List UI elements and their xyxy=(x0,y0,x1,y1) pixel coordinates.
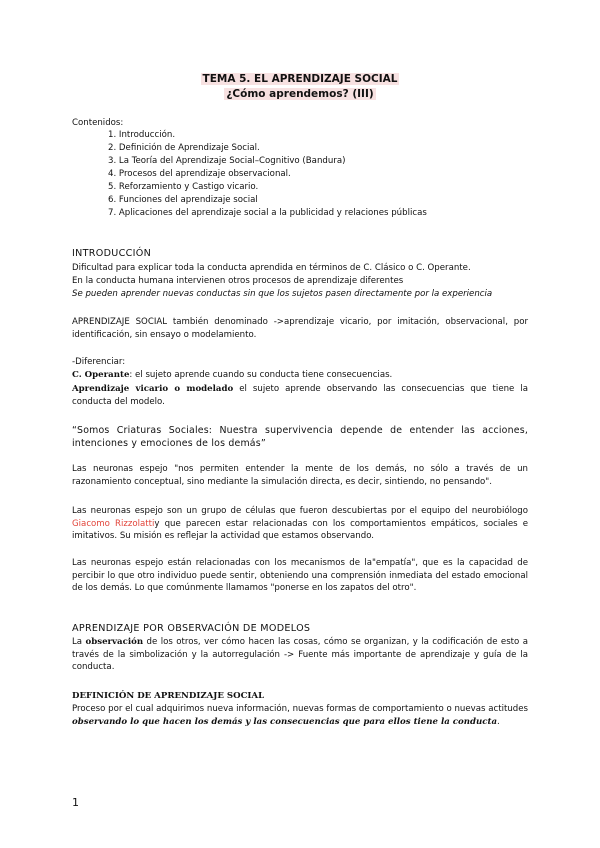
quote-paragraph: “Somos Criaturas Sociales: Nuestra supervivencia depende de entender las acciones, intenciones y emociones de los demás” xyxy=(72,425,528,449)
definition-paragraph: Proceso por el cual adquirimos nueva información, nuevas formas de comportamiento o nuevas actitudes observando lo que hacen los demás y las consecuencias que para ellos tiene la conducta. xyxy=(72,704,528,727)
mirror-paragraph-1: Las neuronas espejo "nos permiten entender la mente de los demás, no sólo a través de un razonamiento conceptual, sino mediante la simulación directa, es decir, sintiendo, no pensando". xyxy=(72,464,528,487)
intro-line-italic: Se pueden aprender nuevas conductas sin que los sujetos pasen directamente por la experiencia xyxy=(72,289,493,299)
social-learning-paragraph: APRENDIZAJE SOCIAL también denominado ->aprendizaje vicario, por imitación, observacional, por identificación, sin ensayo o modelamiento. xyxy=(72,317,528,340)
contents-item: 7. Aplicaciones del aprendizaje social a la publicidad y relaciones públicas xyxy=(108,208,427,218)
scientist-name: Giacomo Rizzolatti xyxy=(72,518,155,529)
contents-item: 3. La Teoría del Aprendizaje Social–Cognitivo (Bandura) xyxy=(108,156,346,166)
contents-item: 5. Reforzamiento y Castigo vicario. xyxy=(108,182,259,192)
contents-item: 1. Introducción. xyxy=(108,130,176,140)
operant-line: C. Operante: el sujeto aprende cuando su conducta tiene consecuencias. xyxy=(72,370,393,380)
mirror-paragraph-3: Las neuronas espejo están relacionadas con los mecanismos de la"empatía", que es la capacidad de percibir lo que otro individuo puede sentir, obteniendo una comprensión inmediata del estado emocional de los demás. Lo que comúnmente llamamos "ponerse en los zapatos del otro". xyxy=(72,558,528,594)
page-subtitle: ¿Cómo aprendemos? (III) xyxy=(226,88,374,100)
page-title: TEMA 5. EL APRENDIZAJE SOCIAL xyxy=(202,73,398,85)
intro-heading: INTRODUCCIÓN xyxy=(72,248,152,259)
page-number: 1 xyxy=(72,796,79,809)
contents-item: 2. Definición de Aprendizaje Social. xyxy=(108,143,260,153)
intro-line: En la conducta humana intervienen otros procesos de aprendizaje diferentes xyxy=(72,276,404,286)
mirror-paragraph-2: Las neuronas espejo son un grupo de células que fueron descubiertas por el equipo del neurobiólogo Giacomo Rizzolattiy que parecen estar relacionadas con los comportamientos empáticos, sociales e imitativos. Su misión es reflejar la actividad que estamos observando. xyxy=(72,506,529,542)
observation-paragraph: La observación de los otros, ver cómo hacen las cosas, cómo se organizan, y la codificación de esto a través de la simbolización y la autorregulación -> Fuente más importante de aprendizaje y guía de la conducta. xyxy=(72,637,528,673)
diff-label: -Diferenciar: xyxy=(72,357,126,367)
definition-heading: DEFINICIÓN DE APRENDIZAJE SOCIAL xyxy=(72,691,265,701)
contents-item: 4. Procesos del aprendizaje observacional. xyxy=(108,169,291,179)
observation-heading: APRENDIZAJE POR OBSERVACIÓN DE MODELOS xyxy=(72,623,311,634)
vicarious-paragraph: Aprendizaje vicario o modelado el sujeto aprende observando las consecuencias que tiene la conducta del modelo. xyxy=(72,384,528,407)
intro-line: Dificultad para explicar toda la conducta aprendida en términos de C. Clásico o C. Operante. xyxy=(72,263,471,273)
contents-label: Contenidos: xyxy=(72,118,124,128)
contents-item: 6. Funciones del aprendizaje social xyxy=(108,195,258,205)
